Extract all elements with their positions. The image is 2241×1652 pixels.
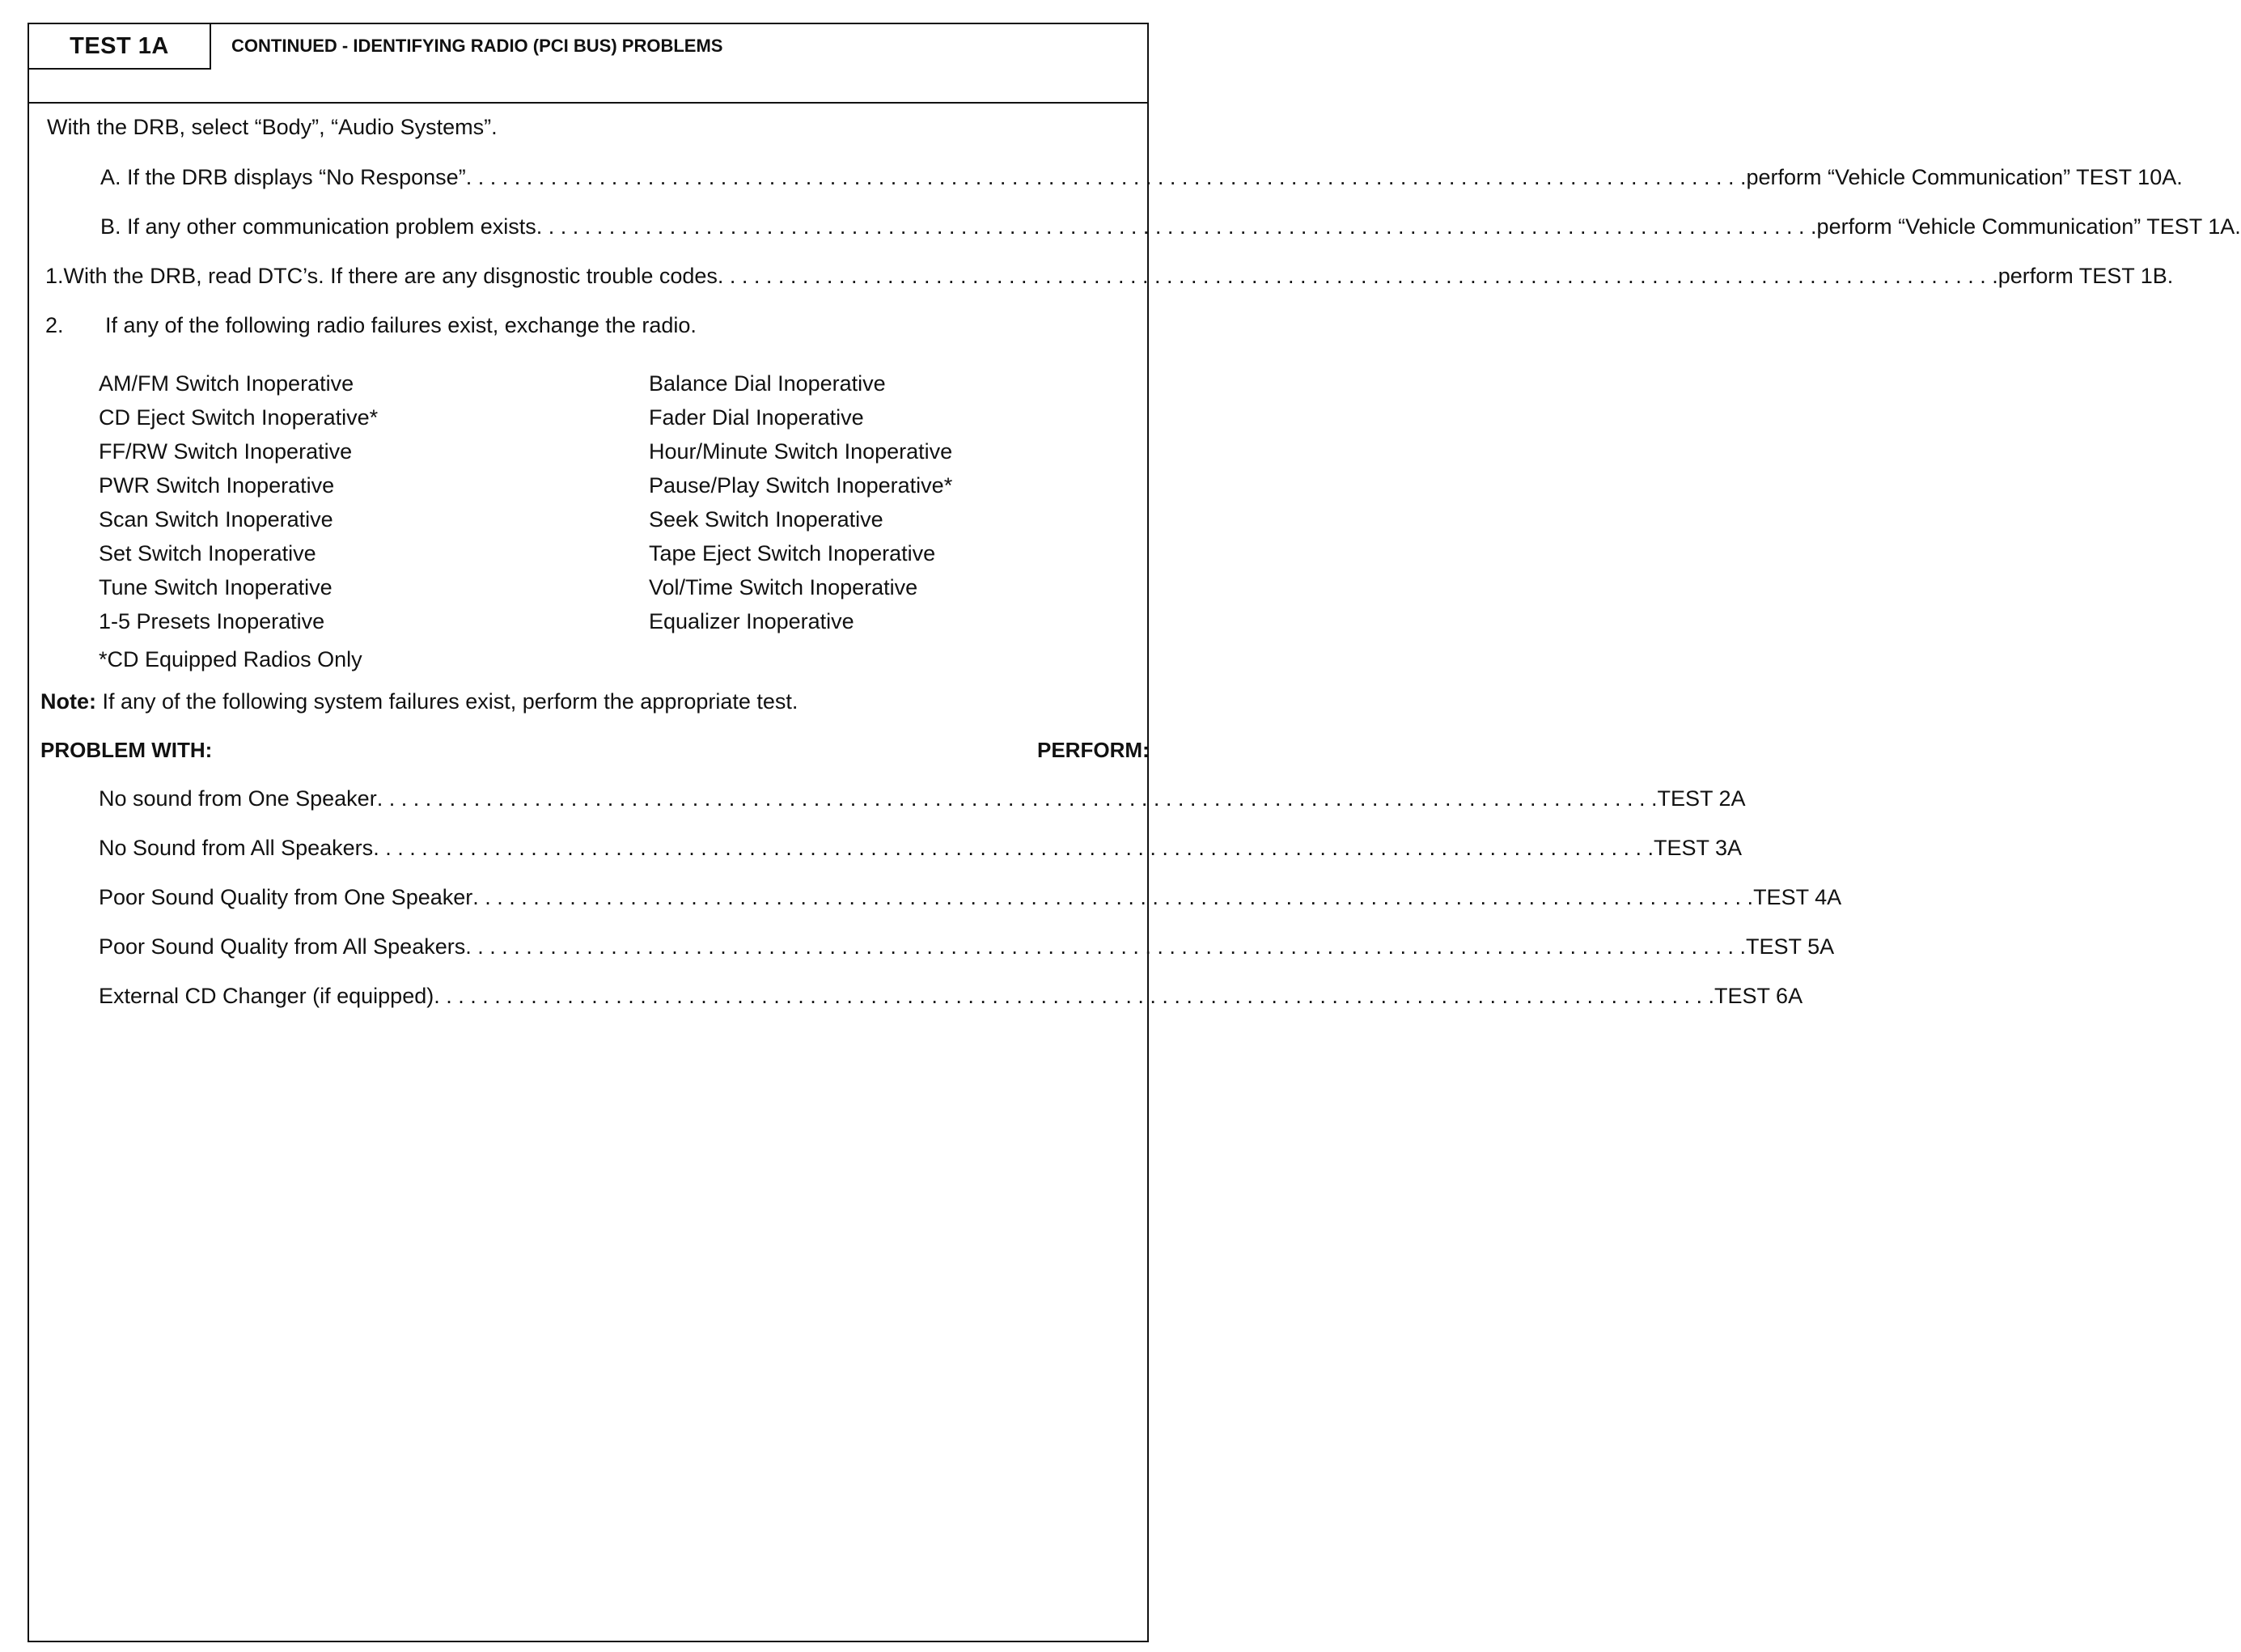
option-a [100, 165, 2183, 190]
list-item: Equalizer Inoperative [649, 609, 854, 633]
step-2-text: If any of the following radio failures exist, exchange the radio. [105, 313, 697, 337]
step-2 [40, 313, 1142, 338]
list-item: Balance Dial Inoperative [649, 371, 886, 396]
list-item: Hour/Minute Switch Inoperative [649, 439, 953, 464]
problem-label: External CD Changer (if equipped) [99, 984, 434, 1008]
footnote: *CD Equipped Radios Only [99, 647, 362, 671]
step-1 [40, 264, 2174, 289]
problem-label: Poor Sound Quality from All Speakers [99, 934, 466, 959]
table-row [99, 984, 1803, 1009]
table-row [99, 885, 1842, 910]
dot-leader [465, 934, 1746, 959]
list-item: CD Eject Switch Inoperative* [99, 405, 379, 430]
list-item: Tape Eject Switch Inoperative [649, 541, 936, 565]
failures-left-list [99, 366, 378, 638]
note [40, 689, 798, 714]
header [29, 24, 1147, 104]
step-number: 2. [45, 313, 64, 337]
step-1-text: With the DRB, read DTC’s. If there are any disgnostic trouble codes [63, 264, 718, 288]
option-b-text: B. If any other communication problem exists [100, 214, 536, 239]
option-a-action: perform “Vehicle Communication” TEST 10A. [1746, 165, 2183, 189]
test-reference: TEST 5A [1746, 934, 1835, 959]
step-1-action: perform TEST 1B. [1997, 264, 2174, 288]
problem-label: No sound from One Speaker [99, 786, 377, 811]
list-item: Tune Switch Inoperative [99, 575, 333, 599]
option-a-text: A. If the DRB displays “No Response” [100, 165, 466, 189]
page-title: CONTINUED - IDENTIFYING RADIO (PCI BUS) PROBLEMS [231, 36, 723, 56]
intro-text: With the DRB, select “Body”, “Audio Systems”. [47, 115, 498, 139]
dot-leader [434, 984, 1714, 1009]
test-reference: TEST 6A [1714, 984, 1803, 1008]
list-item: Fader Dial Inoperative [649, 405, 864, 430]
test-reference: TEST 2A [1657, 786, 1746, 811]
list-item: FF/RW Switch Inoperative [99, 439, 353, 464]
problem-label: No Sound from All Speakers [99, 836, 374, 860]
list-item: 1-5 Presets Inoperative [99, 609, 325, 633]
table-row [99, 934, 1835, 959]
table-row [99, 836, 1743, 861]
test-label: TEST 1A [29, 24, 211, 70]
dot-leader [536, 214, 1817, 239]
dot-leader [373, 836, 1654, 861]
note-text: If any of the following system failures exist, perform the appropriate test. [96, 689, 799, 714]
step-number: 1. [45, 264, 64, 288]
list-item: Pause/Play Switch Inoperative* [649, 473, 953, 498]
problems-header: PROBLEM WITH: [40, 738, 213, 762]
document-frame [28, 23, 2241, 1642]
failures-right-list [649, 366, 952, 638]
table-row [99, 786, 1746, 811]
dot-leader [472, 885, 1753, 910]
dot-leader [377, 786, 1658, 811]
problem-label: Poor Sound Quality from One Speaker [99, 885, 473, 909]
step-1-content [64, 264, 2174, 289]
option-b-action: perform “Vehicle Communication” TEST 1A. [1816, 214, 2241, 239]
test-reference: TEST 3A [1654, 836, 1743, 860]
test-reference: TEST 4A [1753, 885, 1842, 909]
list-item: Scan Switch Inoperative [99, 507, 333, 532]
dot-leader [718, 264, 1998, 289]
note-label: Note: [40, 689, 96, 714]
list-item: Vol/Time Switch Inoperative [649, 575, 918, 599]
list-item: Seek Switch Inoperative [649, 507, 883, 532]
list-item: PWR Switch Inoperative [99, 473, 335, 498]
list-item: Set Switch Inoperative [99, 541, 316, 565]
perform-header: PERFORM: [1037, 738, 1150, 762]
option-b [100, 214, 2241, 239]
list-item: AM/FM Switch Inoperative [99, 371, 354, 396]
dot-leader [466, 165, 1747, 190]
